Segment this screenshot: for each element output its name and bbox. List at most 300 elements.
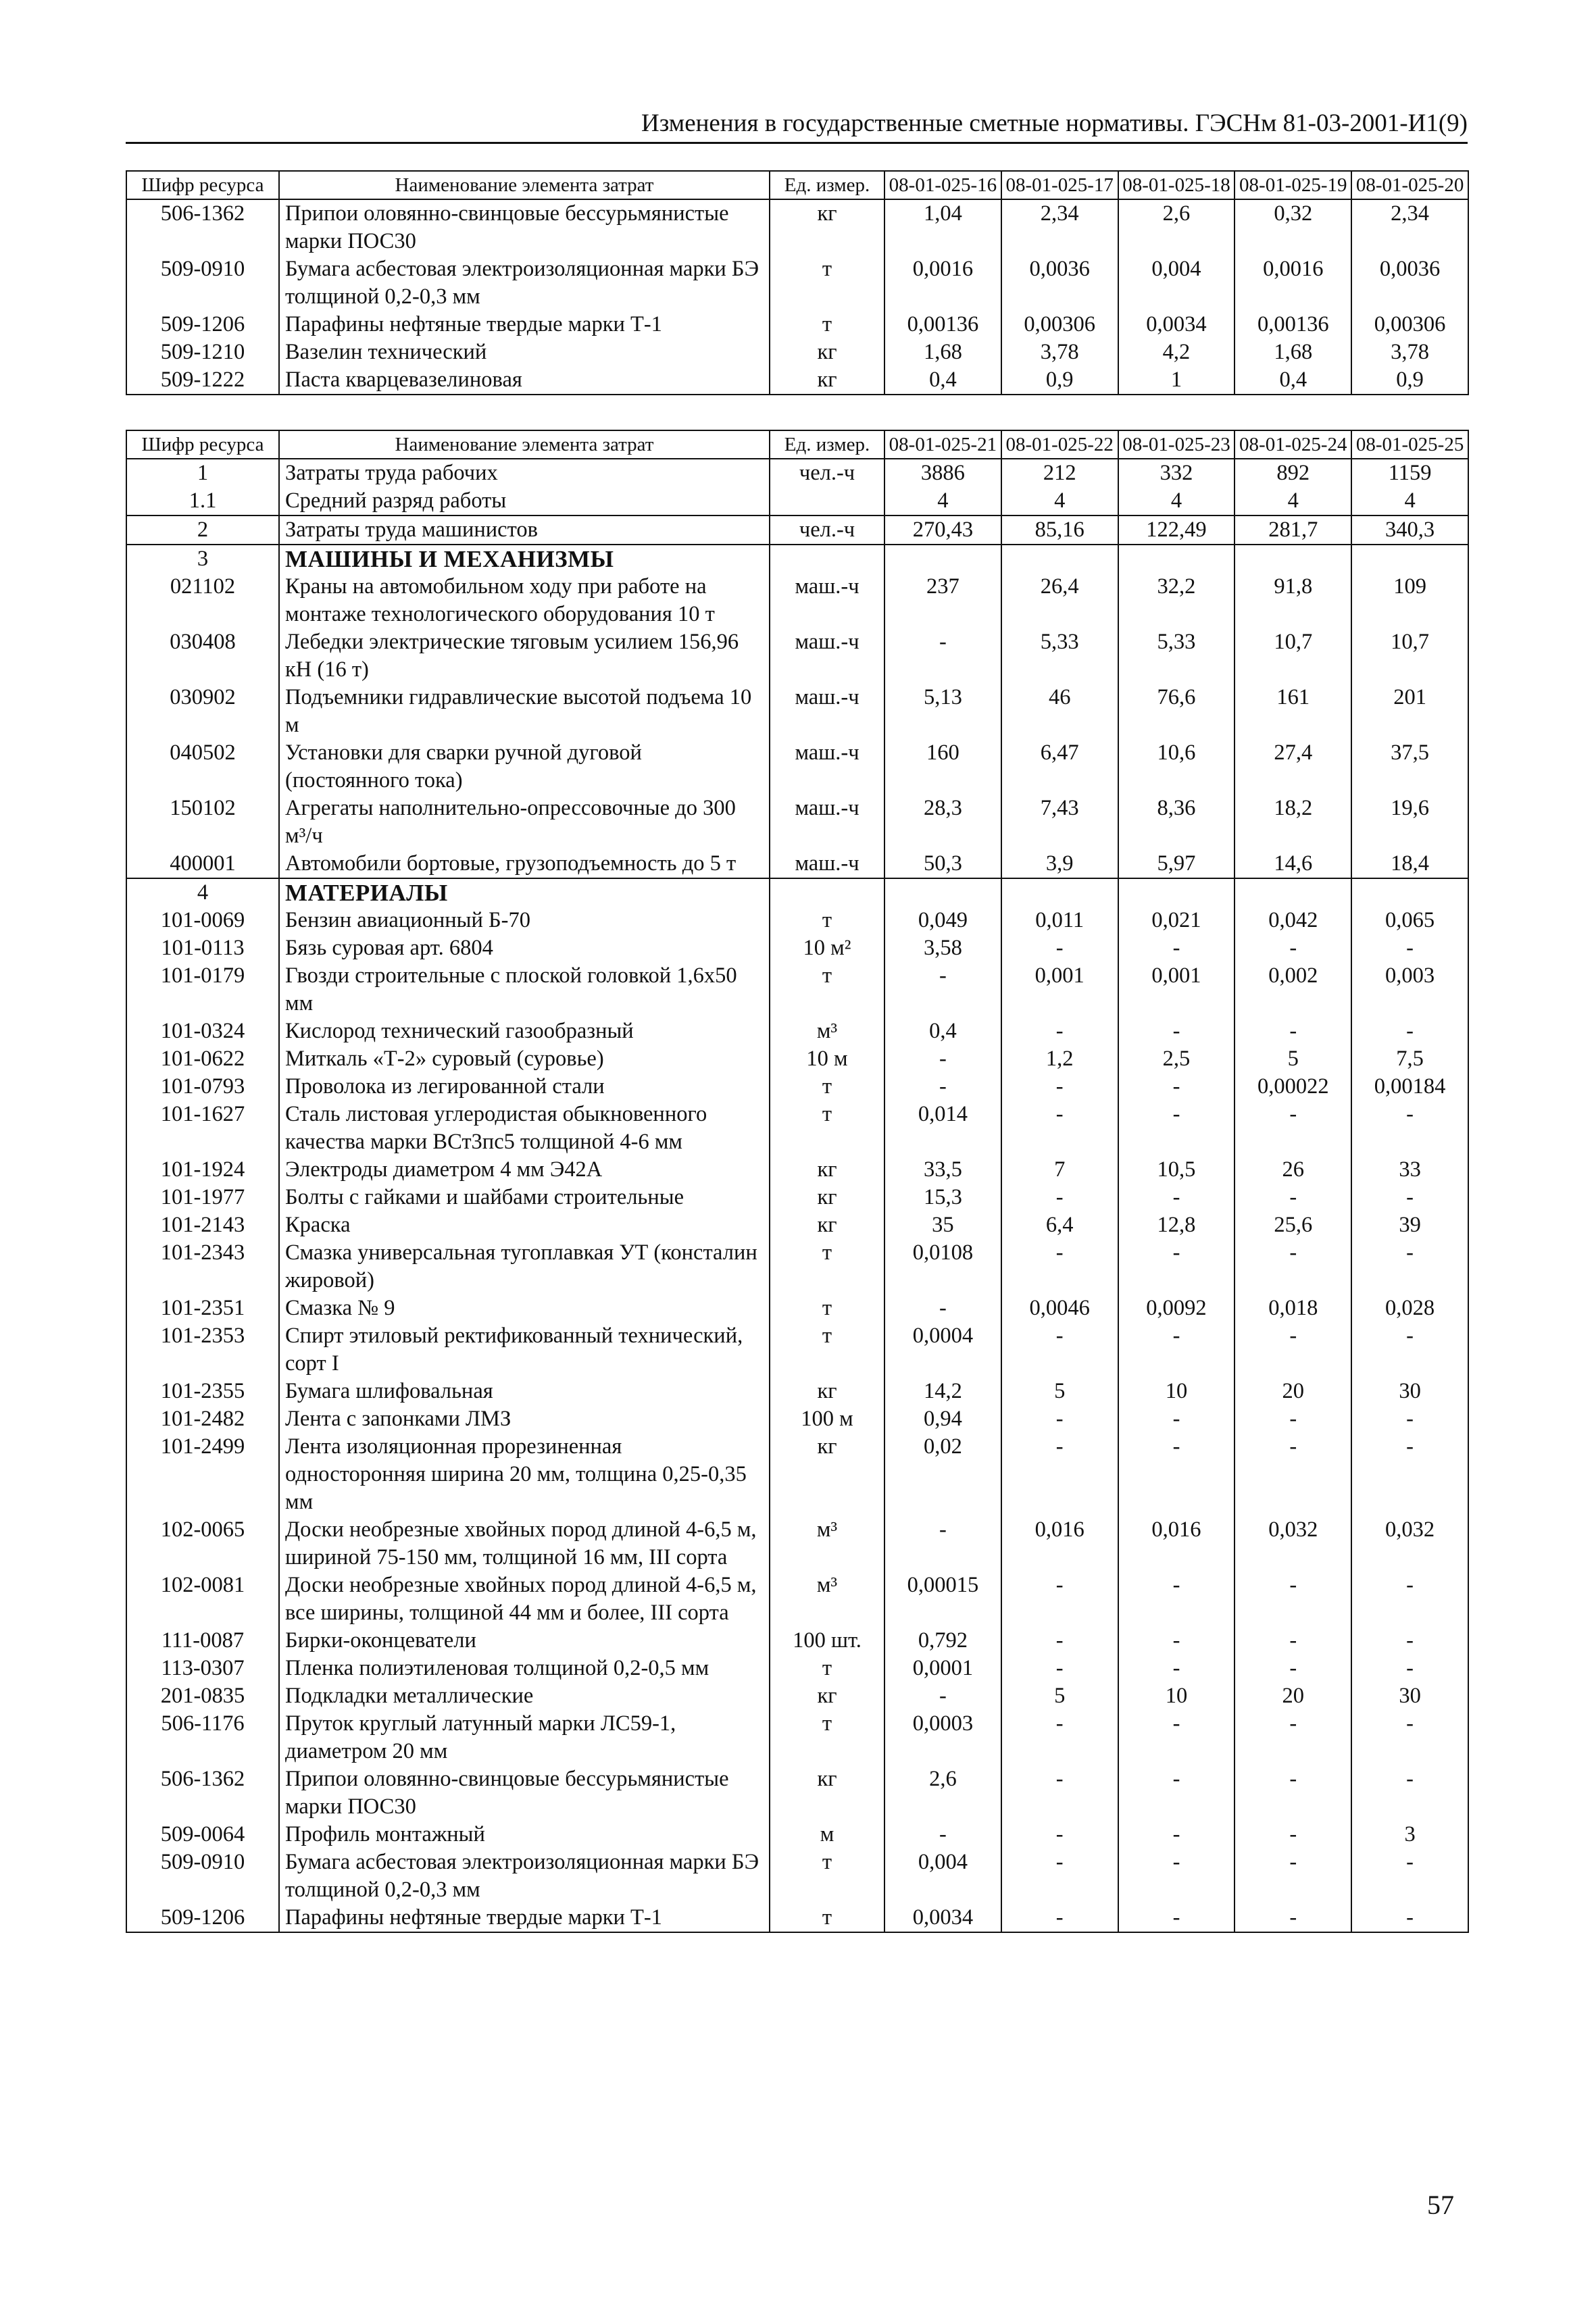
value-cell: 27,4 bbox=[1235, 739, 1351, 795]
resource-code-cell: 101-2351 bbox=[126, 1294, 279, 1322]
value-cell: 0,0016 bbox=[1235, 255, 1351, 311]
column-header: 08-01-025-25 bbox=[1351, 430, 1468, 459]
value-cell: - bbox=[1118, 934, 1235, 962]
value-cell: - bbox=[1235, 1904, 1351, 1932]
value-cell: 0,9 bbox=[1001, 366, 1118, 395]
unit-cell: кг bbox=[770, 199, 884, 255]
resource-name-cell: Пруток круглый латунный марки ЛС59-1, диаметром 20 мм bbox=[279, 1710, 770, 1765]
value-cell: - bbox=[1235, 1017, 1351, 1045]
value-cell: - bbox=[1118, 1184, 1235, 1211]
value-cell: - bbox=[1235, 1848, 1351, 1904]
resource-name-cell: Автомобили бортовые, грузоподъемность до 5 т bbox=[279, 850, 770, 878]
resource-code-cell: 113-0307 bbox=[126, 1655, 279, 1682]
resource-code-cell: 111-0087 bbox=[126, 1627, 279, 1655]
resource-name-cell: Лебедки электрические тяговым усилием 156,96 кН (16 т) bbox=[279, 628, 770, 684]
table-row bbox=[126, 338, 1468, 366]
value-cell: - bbox=[1001, 1710, 1118, 1765]
unit-cell: кг bbox=[770, 1765, 884, 1821]
table-row bbox=[126, 1627, 1468, 1655]
value-cell: - bbox=[1118, 1904, 1235, 1932]
resource-code-cell: 509-1206 bbox=[126, 311, 279, 338]
unit-cell: маш.-ч bbox=[770, 739, 884, 795]
table-row bbox=[126, 1571, 1468, 1627]
value-cell: 0,00136 bbox=[1235, 311, 1351, 338]
resource-code-cell: 040502 bbox=[126, 739, 279, 795]
value-cell: 281,7 bbox=[1235, 515, 1351, 545]
value-cell: 0,021 bbox=[1118, 907, 1235, 934]
table-row bbox=[126, 1405, 1468, 1433]
resource-name-cell: Краска bbox=[279, 1211, 770, 1239]
unit-cell: кг bbox=[770, 338, 884, 366]
value-cell: 5,13 bbox=[884, 684, 1001, 739]
value-cell: 0,4 bbox=[884, 366, 1001, 395]
resource-code-cell: 101-2482 bbox=[126, 1405, 279, 1433]
table-row bbox=[126, 1322, 1468, 1378]
value-cell: 212 bbox=[1001, 459, 1118, 487]
resource-code-cell: 101-2353 bbox=[126, 1322, 279, 1378]
resource-code-cell: 101-2499 bbox=[126, 1433, 279, 1516]
table-row bbox=[126, 1516, 1468, 1571]
column-header: 08-01-025-22 bbox=[1001, 430, 1118, 459]
value-cell: 0,4 bbox=[1235, 366, 1351, 395]
value-cell: 37,5 bbox=[1351, 739, 1468, 795]
table-row bbox=[126, 962, 1468, 1017]
column-header: 08-01-025-16 bbox=[884, 171, 1001, 199]
unit-cell: т bbox=[770, 1322, 884, 1378]
table-row bbox=[126, 878, 1468, 907]
unit-cell: м³ bbox=[770, 1516, 884, 1571]
value-cell: 0,042 bbox=[1235, 907, 1351, 934]
table-row bbox=[126, 1211, 1468, 1239]
resource-name-cell: Парафины нефтяные твердые марки Т-1 bbox=[279, 1904, 770, 1932]
unit-cell: 100 шт. bbox=[770, 1627, 884, 1655]
resource-name-cell: МАШИНЫ И МЕХАНИЗМЫ bbox=[279, 545, 770, 573]
value-cell: - bbox=[1001, 1627, 1118, 1655]
value-cell: 28,3 bbox=[884, 795, 1001, 850]
value-cell: 0,014 bbox=[884, 1101, 1001, 1156]
table-row bbox=[126, 545, 1468, 573]
resource-name-cell: Миткаль «Т-2» суровый (суровье) bbox=[279, 1045, 770, 1073]
unit-cell: маш.-ч bbox=[770, 684, 884, 739]
value-cell: 0,0004 bbox=[884, 1322, 1001, 1378]
value-cell: 0,004 bbox=[884, 1848, 1001, 1904]
table-row bbox=[126, 795, 1468, 850]
column-header: 08-01-025-23 bbox=[1118, 430, 1235, 459]
resource-code-cell: 101-2355 bbox=[126, 1378, 279, 1405]
value-cell: - bbox=[884, 1682, 1001, 1710]
column-header: Ед. измер. bbox=[770, 171, 884, 199]
unit-cell: кг bbox=[770, 1156, 884, 1184]
resource-name-cell: Бензин авиационный Б-70 bbox=[279, 907, 770, 934]
resource-name-cell: Проволока из легированной стали bbox=[279, 1073, 770, 1101]
resource-code-cell: 506-1176 bbox=[126, 1710, 279, 1765]
resource-name-cell: Доски необрезные хвойных пород длиной 4-6,5 м, все ширины, толщиной 44 мм и более, III сорта bbox=[279, 1571, 770, 1627]
value-cell: 4 bbox=[1235, 487, 1351, 515]
table-row bbox=[126, 1655, 1468, 1682]
unit-cell: т bbox=[770, 1655, 884, 1682]
column-header: Наименование элемента затрат bbox=[279, 430, 770, 459]
value-cell: 0,00306 bbox=[1001, 311, 1118, 338]
value-cell: 0,028 bbox=[1351, 1294, 1468, 1322]
value-cell: - bbox=[1351, 1405, 1468, 1433]
resource-name-cell: Болты с гайками и шайбами строительные bbox=[279, 1184, 770, 1211]
value-cell: 0,001 bbox=[1118, 962, 1235, 1017]
value-cell: 1159 bbox=[1351, 459, 1468, 487]
table-row bbox=[126, 573, 1468, 628]
resource-code-cell: 101-0179 bbox=[126, 962, 279, 1017]
value-cell: 0,0036 bbox=[1351, 255, 1468, 311]
page-number: 57 bbox=[1427, 2190, 1454, 2220]
table-row bbox=[126, 1765, 1468, 1821]
resource-table-2 bbox=[126, 430, 1469, 1933]
value-cell: - bbox=[1001, 1571, 1118, 1627]
value-cell: 0,94 bbox=[884, 1405, 1001, 1433]
value-cell: - bbox=[1118, 1405, 1235, 1433]
value-cell bbox=[1118, 545, 1235, 573]
resource-name-cell: Парафины нефтяные твердые марки Т-1 bbox=[279, 311, 770, 338]
resource-name-cell: Бумага асбестовая электроизоляционная марки БЭ толщиной 0,2-0,3 мм bbox=[279, 255, 770, 311]
value-cell: - bbox=[1235, 1655, 1351, 1682]
resource-name-cell: Затраты труда машинистов bbox=[279, 515, 770, 545]
value-cell: 25,6 bbox=[1235, 1211, 1351, 1239]
resource-code-cell: 1 bbox=[126, 459, 279, 487]
value-cell: 122,49 bbox=[1118, 515, 1235, 545]
value-cell: 19,6 bbox=[1351, 795, 1468, 850]
table-row bbox=[126, 850, 1468, 878]
value-cell: 18,2 bbox=[1235, 795, 1351, 850]
table-row bbox=[126, 1101, 1468, 1156]
column-header: Шифр ресурса bbox=[126, 171, 279, 199]
unit-cell: т bbox=[770, 1239, 884, 1294]
value-cell: 0,049 bbox=[884, 907, 1001, 934]
resource-code-cell: 509-1206 bbox=[126, 1904, 279, 1932]
unit-cell: чел.-ч bbox=[770, 515, 884, 545]
value-cell bbox=[884, 545, 1001, 573]
table-row bbox=[126, 739, 1468, 795]
value-cell: - bbox=[1118, 1571, 1235, 1627]
resource-code-cell: 101-2143 bbox=[126, 1211, 279, 1239]
value-cell: 0,792 bbox=[884, 1627, 1001, 1655]
resource-code-cell: 509-0064 bbox=[126, 1821, 279, 1848]
unit-cell: м³ bbox=[770, 1017, 884, 1045]
resource-code-cell: 102-0081 bbox=[126, 1571, 279, 1627]
value-cell: 0,0046 bbox=[1001, 1294, 1118, 1322]
value-cell: 46 bbox=[1001, 684, 1118, 739]
value-cell: - bbox=[1235, 1184, 1351, 1211]
table-row bbox=[126, 628, 1468, 684]
value-cell: - bbox=[1001, 1765, 1118, 1821]
resource-code-cell: 030408 bbox=[126, 628, 279, 684]
value-cell: - bbox=[1118, 1322, 1235, 1378]
value-cell: 0,00015 bbox=[884, 1571, 1001, 1627]
resource-name-cell: Агрегаты наполнительно-опрессовочные до 300 м³/ч bbox=[279, 795, 770, 850]
value-cell: 5 bbox=[1235, 1045, 1351, 1073]
value-cell: 0,032 bbox=[1235, 1516, 1351, 1571]
resource-code-cell: 1.1 bbox=[126, 487, 279, 515]
value-cell: - bbox=[1001, 1073, 1118, 1101]
value-cell: - bbox=[1235, 1322, 1351, 1378]
value-cell bbox=[1001, 545, 1118, 573]
unit-cell bbox=[770, 545, 884, 573]
unit-cell: кг bbox=[770, 1682, 884, 1710]
resource-name-cell: Лента изоляционная прорезиненная односторонняя ширина 20 мм, толщина 0,25-0,35 мм bbox=[279, 1433, 770, 1516]
value-cell: - bbox=[1235, 1710, 1351, 1765]
value-cell: 32,2 bbox=[1118, 573, 1235, 628]
column-header: Ед. измер. bbox=[770, 430, 884, 459]
value-cell: - bbox=[1351, 934, 1468, 962]
unit-cell: кг bbox=[770, 1211, 884, 1239]
resource-code-cell: 506-1362 bbox=[126, 199, 279, 255]
value-cell: 0,0001 bbox=[884, 1655, 1001, 1682]
value-cell: - bbox=[1351, 1101, 1468, 1156]
table-header-row bbox=[126, 430, 1468, 459]
resource-name-cell: Пленка полиэтиленовая толщиной 0,2-0,5 мм bbox=[279, 1655, 770, 1682]
table-row bbox=[126, 366, 1468, 395]
value-cell: - bbox=[884, 628, 1001, 684]
unit-cell: 100 м bbox=[770, 1405, 884, 1433]
value-cell: 7 bbox=[1001, 1156, 1118, 1184]
unit-cell: кг bbox=[770, 1433, 884, 1516]
value-cell: 4 bbox=[1118, 487, 1235, 515]
table-row bbox=[126, 199, 1468, 255]
value-cell: 2,34 bbox=[1351, 199, 1468, 255]
table-row bbox=[126, 1073, 1468, 1101]
unit-cell bbox=[770, 487, 884, 515]
value-cell: 0,0003 bbox=[884, 1710, 1001, 1765]
value-cell bbox=[1351, 878, 1468, 907]
value-cell: - bbox=[1001, 1433, 1118, 1516]
value-cell: - bbox=[1118, 1848, 1235, 1904]
value-cell: 30 bbox=[1351, 1378, 1468, 1405]
value-cell: - bbox=[1351, 1433, 1468, 1516]
value-cell: 26 bbox=[1235, 1156, 1351, 1184]
column-header: 08-01-025-18 bbox=[1118, 171, 1235, 199]
value-cell: 10,6 bbox=[1118, 739, 1235, 795]
value-cell: - bbox=[1351, 1627, 1468, 1655]
value-cell: 15,3 bbox=[884, 1184, 1001, 1211]
unit-cell: маш.-ч bbox=[770, 850, 884, 878]
table-body bbox=[126, 459, 1468, 1932]
unit-cell: т bbox=[770, 255, 884, 311]
value-cell bbox=[1001, 878, 1118, 907]
unit-cell: т bbox=[770, 962, 884, 1017]
value-cell: - bbox=[1351, 1904, 1468, 1932]
value-cell: 4 bbox=[884, 487, 1001, 515]
value-cell: 33 bbox=[1351, 1156, 1468, 1184]
value-cell: 109 bbox=[1351, 573, 1468, 628]
value-cell: - bbox=[884, 962, 1001, 1017]
unit-cell: т bbox=[770, 907, 884, 934]
resource-code-cell: 101-0069 bbox=[126, 907, 279, 934]
value-cell: - bbox=[884, 1516, 1001, 1571]
table-row bbox=[126, 1433, 1468, 1516]
value-cell: 10 bbox=[1118, 1682, 1235, 1710]
unit-cell: маш.-ч bbox=[770, 795, 884, 850]
value-cell: 85,16 bbox=[1001, 515, 1118, 545]
value-cell: 1,2 bbox=[1001, 1045, 1118, 1073]
document-header: Изменения в государственные сметные нормативы. ГЭСНм 81-03-2001-И1(9) bbox=[126, 107, 1468, 144]
resource-name-cell: Смазка № 9 bbox=[279, 1294, 770, 1322]
value-cell bbox=[1235, 545, 1351, 573]
value-cell: 18,4 bbox=[1351, 850, 1468, 878]
value-cell bbox=[884, 878, 1001, 907]
value-cell: 50,3 bbox=[884, 850, 1001, 878]
value-cell: 340,3 bbox=[1351, 515, 1468, 545]
value-cell: - bbox=[1118, 1627, 1235, 1655]
column-header: Наименование элемента затрат bbox=[279, 171, 770, 199]
resource-name-cell: Профиль монтажный bbox=[279, 1821, 770, 1848]
resource-code-cell: 509-0910 bbox=[126, 255, 279, 311]
table-row bbox=[126, 1710, 1468, 1765]
value-cell bbox=[1118, 878, 1235, 907]
value-cell: 0,32 bbox=[1235, 199, 1351, 255]
value-cell: 0,02 bbox=[884, 1433, 1001, 1516]
resource-name-cell: Средний разряд работы bbox=[279, 487, 770, 515]
value-cell: - bbox=[884, 1045, 1001, 1073]
table-row bbox=[126, 1848, 1468, 1904]
value-cell: 10 bbox=[1118, 1378, 1235, 1405]
table-row bbox=[126, 1156, 1468, 1184]
resource-code-cell: 2 bbox=[126, 515, 279, 545]
resource-code-cell: 150102 bbox=[126, 795, 279, 850]
value-cell: 2,34 bbox=[1001, 199, 1118, 255]
unit-cell: т bbox=[770, 1904, 884, 1932]
value-cell: 270,43 bbox=[884, 515, 1001, 545]
value-cell: - bbox=[1235, 1239, 1351, 1294]
value-cell: 33,5 bbox=[884, 1156, 1001, 1184]
value-cell: - bbox=[1351, 1655, 1468, 1682]
resource-name-cell: Сталь листовая углеродистая обыкновенного качества марки ВСт3пс5 толщиной 4-6 мм bbox=[279, 1101, 770, 1156]
value-cell: 0,0034 bbox=[1118, 311, 1235, 338]
value-cell: 2,5 bbox=[1118, 1045, 1235, 1073]
value-cell: - bbox=[884, 1821, 1001, 1848]
value-cell: 91,8 bbox=[1235, 573, 1351, 628]
resource-code-cell: 101-0324 bbox=[126, 1017, 279, 1045]
resource-name-cell: Кислород технический газообразный bbox=[279, 1017, 770, 1045]
resource-code-cell: 102-0065 bbox=[126, 1516, 279, 1571]
value-cell: - bbox=[1351, 1017, 1468, 1045]
value-cell: 3,58 bbox=[884, 934, 1001, 962]
value-cell: 0,004 bbox=[1118, 255, 1235, 311]
value-cell: 3,78 bbox=[1001, 338, 1118, 366]
value-cell: 5,97 bbox=[1118, 850, 1235, 878]
value-cell: - bbox=[1351, 1710, 1468, 1765]
value-cell: - bbox=[1235, 1571, 1351, 1627]
value-cell: - bbox=[1118, 1765, 1235, 1821]
column-header: 08-01-025-24 bbox=[1235, 430, 1351, 459]
resource-name-cell: Подкладки металлические bbox=[279, 1682, 770, 1710]
unit-cell: маш.-ч bbox=[770, 628, 884, 684]
resource-code-cell: 4 bbox=[126, 878, 279, 907]
value-cell: - bbox=[884, 1294, 1001, 1322]
value-cell: - bbox=[1118, 1433, 1235, 1516]
table-row bbox=[126, 1904, 1468, 1932]
value-cell: 3,78 bbox=[1351, 338, 1468, 366]
value-cell: 160 bbox=[884, 739, 1001, 795]
value-cell: 14,2 bbox=[884, 1378, 1001, 1405]
resource-name-cell: Затраты труда рабочих bbox=[279, 459, 770, 487]
value-cell: 0,4 bbox=[884, 1017, 1001, 1045]
value-cell: 35 bbox=[884, 1211, 1001, 1239]
value-cell: 1 bbox=[1118, 366, 1235, 395]
value-cell: 0,065 bbox=[1351, 907, 1468, 934]
unit-cell: кг bbox=[770, 366, 884, 395]
resource-code-cell: 101-0622 bbox=[126, 1045, 279, 1073]
value-cell: - bbox=[1351, 1239, 1468, 1294]
resource-code-cell: 509-1222 bbox=[126, 366, 279, 395]
value-cell: - bbox=[1118, 1655, 1235, 1682]
value-cell: 0,0036 bbox=[1001, 255, 1118, 311]
resource-code-cell: 509-1210 bbox=[126, 338, 279, 366]
value-cell bbox=[1351, 545, 1468, 573]
resource-name-cell: Припои оловянно-свинцовые бессурьмянистые марки ПОС30 bbox=[279, 1765, 770, 1821]
table-header-row bbox=[126, 171, 1468, 199]
value-cell: 0,00184 bbox=[1351, 1073, 1468, 1101]
value-cell: 0,00136 bbox=[884, 311, 1001, 338]
unit-cell bbox=[770, 878, 884, 907]
value-cell: - bbox=[1001, 1655, 1118, 1682]
resource-name-cell: Лента с запонками ЛМЗ bbox=[279, 1405, 770, 1433]
value-cell: - bbox=[1001, 1848, 1118, 1904]
value-cell: 0,9 bbox=[1351, 366, 1468, 395]
value-cell: 20 bbox=[1235, 1378, 1351, 1405]
resource-name-cell: Бязь суровая арт. 6804 bbox=[279, 934, 770, 962]
unit-cell: маш.-ч bbox=[770, 573, 884, 628]
value-cell: - bbox=[1001, 1821, 1118, 1848]
resource-code-cell: 030902 bbox=[126, 684, 279, 739]
resource-name-cell: МАТЕРИАЛЫ bbox=[279, 878, 770, 907]
value-cell: 1,68 bbox=[1235, 338, 1351, 366]
value-cell: 0,011 bbox=[1001, 907, 1118, 934]
resource-name-cell: Установки для сварки ручной дуговой (постоянного тока) bbox=[279, 739, 770, 795]
resource-code-cell: 101-0113 bbox=[126, 934, 279, 962]
value-cell: - bbox=[1351, 1571, 1468, 1627]
unit-cell: 10 м bbox=[770, 1045, 884, 1073]
resource-code-cell: 101-1924 bbox=[126, 1156, 279, 1184]
column-header: 08-01-025-21 bbox=[884, 430, 1001, 459]
unit-cell: кг bbox=[770, 1378, 884, 1405]
table-row bbox=[126, 515, 1468, 545]
value-cell: 8,36 bbox=[1118, 795, 1235, 850]
value-cell: - bbox=[1118, 1073, 1235, 1101]
value-cell: - bbox=[1001, 1904, 1118, 1932]
value-cell: 2,6 bbox=[884, 1765, 1001, 1821]
value-cell: 0,00306 bbox=[1351, 311, 1468, 338]
value-cell: 0,018 bbox=[1235, 1294, 1351, 1322]
value-cell: 332 bbox=[1118, 459, 1235, 487]
value-cell: - bbox=[1118, 1239, 1235, 1294]
value-cell: 14,6 bbox=[1235, 850, 1351, 878]
unit-cell: т bbox=[770, 1848, 884, 1904]
value-cell: 10,7 bbox=[1351, 628, 1468, 684]
value-cell bbox=[1235, 878, 1351, 907]
value-cell: 0,0034 bbox=[884, 1904, 1001, 1932]
unit-cell: т bbox=[770, 1101, 884, 1156]
value-cell: 0,016 bbox=[1118, 1516, 1235, 1571]
value-cell: 39 bbox=[1351, 1211, 1468, 1239]
value-cell: 6,47 bbox=[1001, 739, 1118, 795]
unit-cell: т bbox=[770, 1294, 884, 1322]
value-cell: 0,016 bbox=[1001, 1516, 1118, 1571]
value-cell: - bbox=[1001, 1184, 1118, 1211]
table-row bbox=[126, 255, 1468, 311]
value-cell: - bbox=[1001, 1017, 1118, 1045]
resource-name-cell: Бумага шлифовальная bbox=[279, 1378, 770, 1405]
value-cell: 5,33 bbox=[1118, 628, 1235, 684]
value-cell: 0,001 bbox=[1001, 962, 1118, 1017]
value-cell: 5 bbox=[1001, 1682, 1118, 1710]
table-row bbox=[126, 1294, 1468, 1322]
